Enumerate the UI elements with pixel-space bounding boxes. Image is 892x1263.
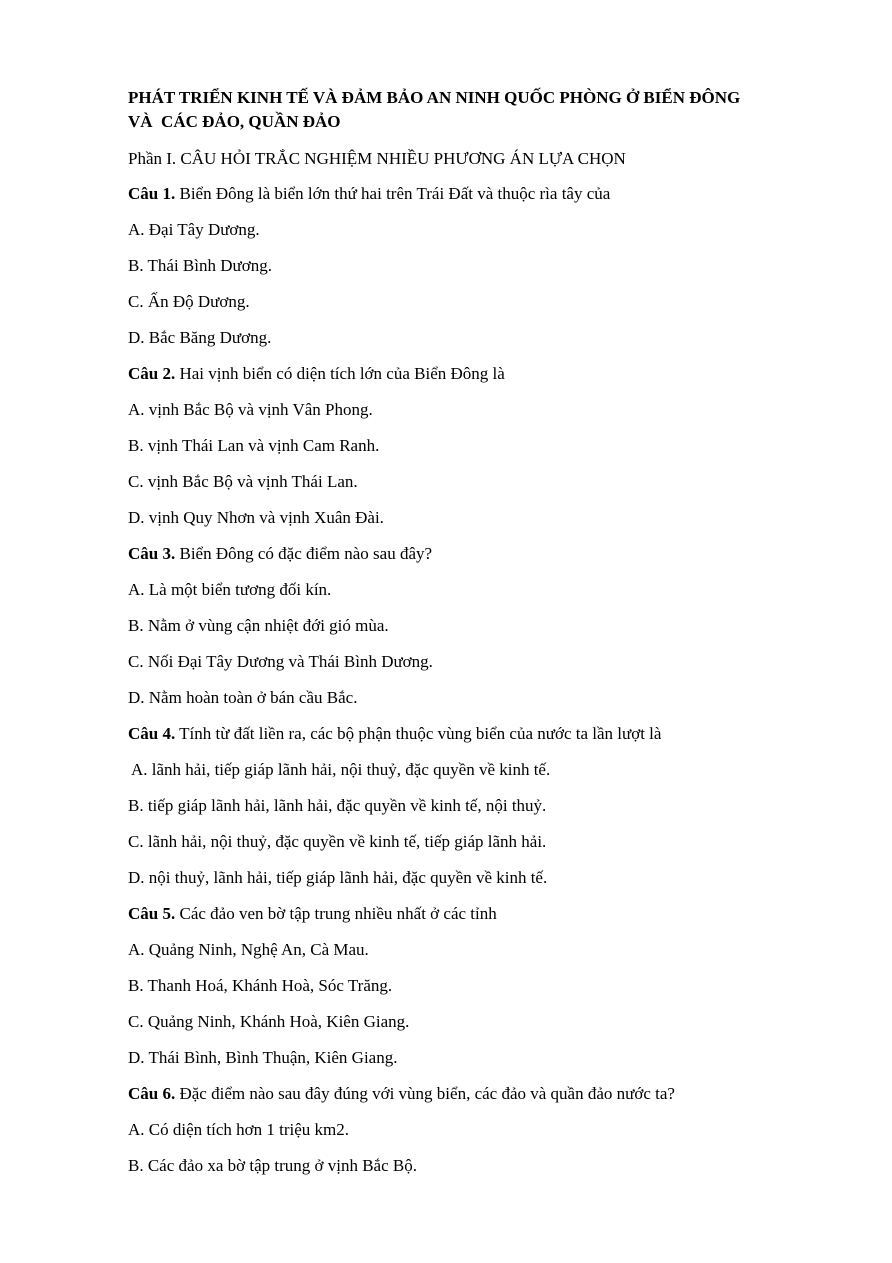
answer-option: B. vịnh Thái Lan và vịnh Cam Ranh. (128, 436, 380, 455)
answer-option: A. Quảng Ninh, Nghệ An, Cà Mau. (128, 940, 369, 959)
question-number: Câu 1. (128, 184, 176, 203)
answer-option: D. Thái Bình, Bình Thuận, Kiên Giang. (128, 1048, 398, 1067)
question-number: Câu 6. (128, 1084, 176, 1103)
answer-option: A. Là một biển tương đối kín. (128, 580, 332, 599)
question-number: Câu 3. (128, 544, 176, 563)
answer-option: B. tiếp giáp lãnh hải, lãnh hải, đặc quyền về kinh tế, nội thuỷ. (128, 796, 547, 815)
question-2 (128, 362, 808, 386)
question-number: Câu 2. (128, 364, 176, 383)
title-line-2: VÀ CÁC ĐẢO, QUẦN ĐẢO (128, 112, 341, 131)
answer-option: B. Nằm ở vùng cận nhiệt đới gió mùa. (128, 616, 389, 635)
answer-option: A. Có diện tích hơn 1 triệu km2. (128, 1120, 349, 1139)
answer-option: D. Bắc Băng Dương. (128, 328, 272, 347)
section-heading: Phần I. CÂU HỎI TRẮC NGHIỆM NHIỀU PHƯƠNG ÁN LỰA CHỌN (128, 149, 626, 168)
question-5 (128, 902, 808, 926)
answer-option: C. vịnh Bắc Bộ và vịnh Thái Lan. (128, 472, 358, 491)
answer-option: D. vịnh Quy Nhơn và vịnh Xuân Đài. (128, 508, 384, 527)
answer-option: D. nội thuỷ, lãnh hải, tiếp giáp lãnh hải, đặc quyền về kinh tế. (128, 868, 548, 887)
answer-option: C. Nối Đại Tây Dương và Thái Bình Dương. (128, 652, 433, 671)
question-list (128, 182, 808, 1178)
question-3 (128, 542, 808, 566)
question-text: Biển Đông có đặc điểm nào sau đây? (175, 544, 433, 563)
answer-option: C. Quảng Ninh, Khánh Hoà, Kiên Giang. (128, 1012, 410, 1031)
question-number: Câu 5. (128, 904, 176, 923)
question-1 (128, 182, 808, 206)
question-text: Hai vịnh biển có diện tích lớn của Biển Đông là (175, 364, 505, 383)
answer-option: C. Ấn Độ Dương. (128, 292, 250, 311)
question-text: Các đảo ven bờ tập trung nhiều nhất ở các tỉnh (175, 904, 497, 923)
question-6 (128, 1082, 808, 1106)
question-text: Biển Đông là biển lớn thứ hai trên Trái Đất và thuộc rìa tây của (175, 184, 611, 203)
answer-option: B. Thanh Hoá, Khánh Hoà, Sóc Trăng. (128, 976, 393, 995)
answer-option: A. vịnh Bắc Bộ và vịnh Vân Phong. (128, 400, 373, 419)
document-title (128, 86, 808, 134)
question-number: Câu 4. (128, 724, 176, 743)
question-text: Tính từ đất liền ra, các bộ phận thuộc vùng biển của nước ta lần lượt là (175, 724, 662, 743)
question-text: Đặc điểm nào sau đây đúng với vùng biển, các đảo và quần đảo nước ta? (175, 1084, 675, 1103)
answer-option: A. lãnh hải, tiếp giáp lãnh hải, nội thuỷ, đặc quyền về kinh tế. (131, 760, 551, 779)
answer-option: B. Các đảo xa bờ tập trung ở vịnh Bắc Bộ. (128, 1156, 417, 1175)
answer-option: A. Đại Tây Dương. (128, 220, 260, 239)
document-content (128, 86, 808, 1178)
answer-option: D. Nằm hoàn toàn ở bán cầu Bắc. (128, 688, 358, 707)
question-4 (128, 722, 808, 746)
answer-option: B. Thái Bình Dương. (128, 256, 272, 275)
answer-option: C. lãnh hải, nội thuỷ, đặc quyền về kinh tế, tiếp giáp lãnh hải. (128, 832, 547, 851)
title-line-1: PHÁT TRIỂN KINH TẾ VÀ ĐẢM BẢO AN NINH QUỐC PHÒNG Ở BIỂN ĐÔNG (128, 88, 741, 107)
